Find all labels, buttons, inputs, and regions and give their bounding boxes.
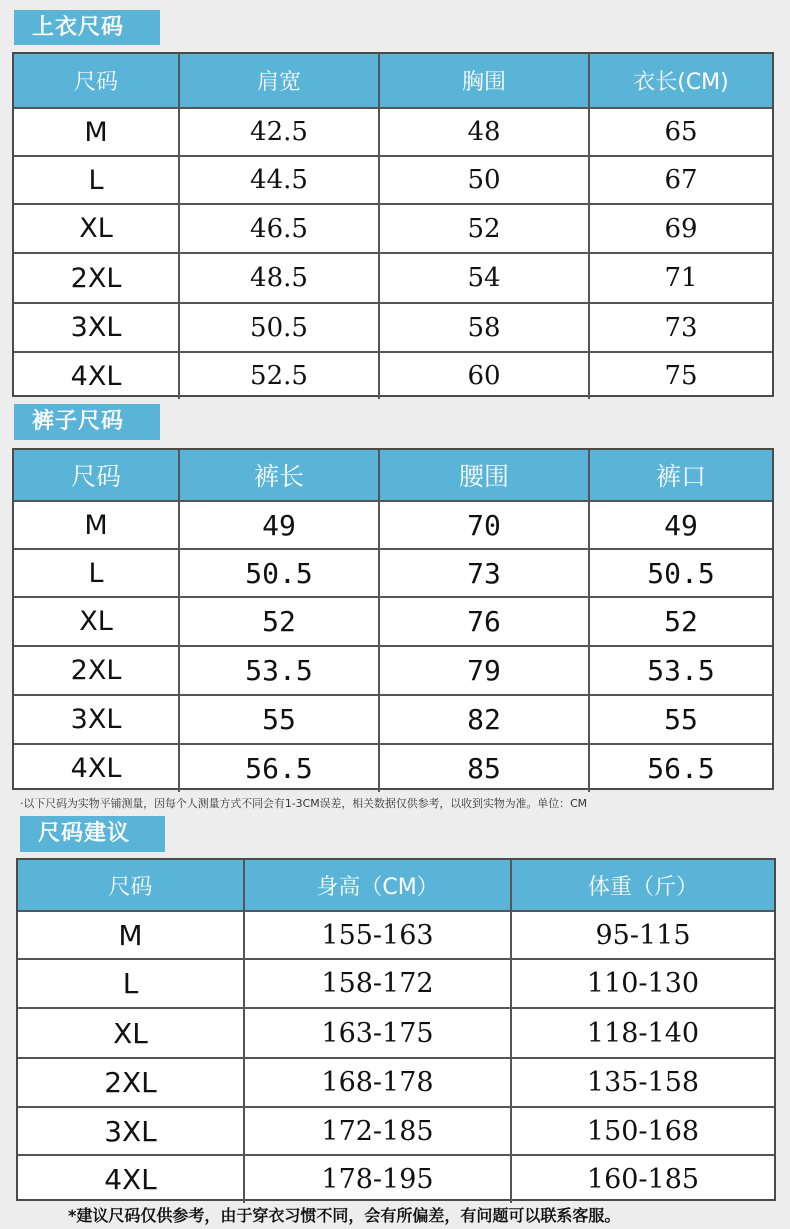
pants-value-cell: 52: [590, 598, 772, 647]
tops-value-cell: 50: [380, 157, 590, 205]
tops-value-cell: 67: [590, 157, 772, 205]
pants-header-cell: 裤口: [590, 450, 772, 502]
recommend-value-cell: 178-195: [245, 1156, 512, 1203]
pants-size-label: XL: [14, 598, 180, 647]
tops-value-cell: 52: [380, 205, 590, 254]
pants-value-cell: 56.5: [180, 745, 380, 792]
recommend-note: *建议尺码仅供参考，由于穿衣习惯不同，会有所偏差，有问题可以联系客服。: [68, 1206, 621, 1225]
tops-value-cell: 65: [590, 109, 772, 157]
pants-value-cell: 55: [590, 696, 772, 745]
pants-header-cell: 尺码: [14, 450, 180, 502]
recommend-value-cell: 172-185: [245, 1108, 512, 1156]
pants-section-title: 裤子尺码: [14, 404, 160, 440]
tops-header-cell: 衣长(CM): [590, 54, 772, 109]
recommend-value-cell: 163-175: [245, 1009, 512, 1059]
tops-value-cell: 42.5: [180, 109, 380, 157]
tops-section-title: 上衣尺码: [14, 10, 160, 45]
tops-value-cell: 73: [590, 304, 772, 353]
tops-value-cell: 50.5: [180, 304, 380, 353]
recommend-header-cell: 体重（斤）: [512, 860, 774, 912]
pants-value-cell: 85: [380, 745, 590, 792]
tops-size-label: XL: [14, 205, 180, 254]
pants-size-label: M: [14, 502, 180, 550]
tops-value-cell: 44.5: [180, 157, 380, 205]
tops-header-cell: 肩宽: [180, 54, 380, 109]
pants-value-cell: 70: [380, 502, 590, 550]
tops-size-label: L: [14, 157, 180, 205]
recommend-size-label: XL: [18, 1009, 245, 1059]
pants-value-cell: 50.5: [180, 550, 380, 598]
tops-value-cell: 71: [590, 254, 772, 304]
pants-value-cell: 53.5: [180, 647, 380, 696]
pants-value-cell: 82: [380, 696, 590, 745]
tops-size-label: M: [14, 109, 180, 157]
pants-size-label: 2XL: [14, 647, 180, 696]
pants-value-cell: 49: [590, 502, 772, 550]
recommend-value-cell: 158-172: [245, 960, 512, 1009]
tops-size-label: 3XL: [14, 304, 180, 353]
pants-value-cell: 56.5: [647, 752, 715, 785]
tops-size-table: [12, 52, 774, 397]
pants-size-label: L: [14, 550, 180, 598]
recommend-size-label: M: [18, 912, 245, 960]
pants-value-cell: 73: [380, 550, 590, 598]
recommend-value-cell: 135-158: [512, 1059, 774, 1108]
pants-value-cell: 53.5: [590, 647, 772, 696]
pants-value-cell: 79: [380, 647, 590, 696]
tops-header-cell: 尺码: [14, 54, 180, 109]
pants-header-cell: 裤长: [180, 450, 380, 502]
pants-size-label: 3XL: [14, 696, 180, 745]
recommend-size-label: 4XL: [18, 1156, 245, 1203]
recommend-value-cell: 155-163: [245, 912, 512, 960]
recommend-value-cell: 110-130: [512, 960, 774, 1009]
pants-value-cell: 55: [180, 696, 380, 745]
recommend-value-cell: 160-185: [586, 1164, 700, 1195]
recommend-size-label: 2XL: [18, 1059, 245, 1108]
pants-size-table: [12, 448, 774, 790]
pants-size-label: 4XL: [14, 745, 180, 792]
measurement-note: ·以下尺码为实物平铺测量，因每个人测量方式不同会有1-3CM误差，相关数据仅供参考，以收到实物为准。单位：CM: [20, 797, 588, 810]
recommend-size-label: L: [18, 960, 245, 1009]
recommend-value-cell: 118-140: [512, 1009, 774, 1059]
size-recommend-table: [16, 858, 776, 1201]
recommend-header-cell: 身高（CM）: [245, 860, 512, 912]
tops-value-cell: 52.5: [180, 353, 380, 399]
recommend-value-cell: 150-168: [512, 1108, 774, 1156]
pants-header-cell: 腰围: [380, 450, 590, 502]
tops-value-cell: 58: [380, 304, 590, 353]
tops-header-cell: 胸围: [380, 54, 590, 109]
tops-value-cell: 69: [590, 205, 772, 254]
recommend-value-cell: 168-178: [245, 1059, 512, 1108]
pants-value-cell: 76: [380, 598, 590, 647]
tops-value-cell: 46.5: [180, 205, 380, 254]
recommend-section-title: 尺码建议: [20, 816, 165, 852]
pants-value-cell: 50.5: [590, 550, 772, 598]
tops-value-cell: 75: [664, 361, 698, 391]
recommend-size-label: 3XL: [18, 1108, 245, 1156]
tops-value-cell: 54: [380, 254, 590, 304]
pants-value-cell: 52: [180, 598, 380, 647]
recommend-header-cell: 尺码: [18, 860, 245, 912]
recommend-value-cell: 95-115: [512, 912, 774, 960]
pants-value-cell: 49: [180, 502, 380, 550]
tops-value-cell: 48: [380, 109, 590, 157]
tops-value-cell: 60: [380, 353, 590, 399]
tops-size-label: 4XL: [14, 353, 180, 399]
tops-value-cell: 48.5: [180, 254, 380, 304]
tops-size-label: 2XL: [14, 254, 180, 304]
